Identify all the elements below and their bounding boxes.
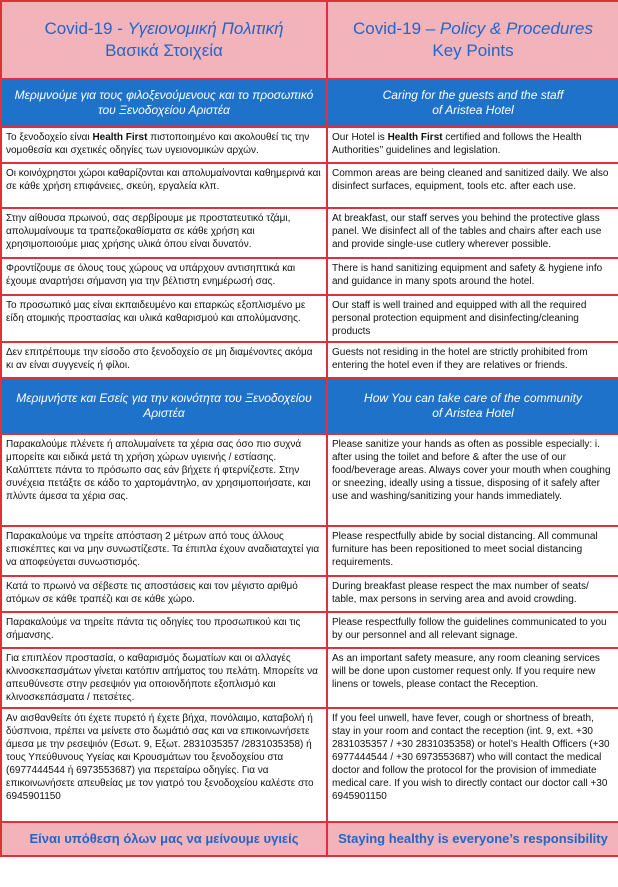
english-text-cell: Please respectfully abide by social distancing. All communal furniture has been repositioned to meet social distancing requirements. xyxy=(327,526,618,576)
english-text-cell: Common areas are being cleaned and sanitized daily. We also disinfect surfaces, equipment, tools etc. after each use. xyxy=(327,163,618,208)
english-text-cell: At breakfast, our staff serves you behind the protective glass panel. We disinfect all of the tables and chairs after each use and provide single-use cutlery wherever possible. xyxy=(327,208,618,258)
greek-text-cell: Παρακαλούμε πλένετε ή απολυμαίνετε τα χέρια σας όσο πιο συχνά μπορείτε και ειδικά μετά τη χρήση χώρων υγιεινής / εστίασης. Καλύπτετε πάντα το πρόσωπο σας εάν βήχετε ή φτερνίζεστε. Στην συνέχεια πετάξτε σε κάδο το χαρτομάντηλο, αν χρησιμοποιήσατε, και πλύντε άμεσα τα χέρια σας. xyxy=(1,434,327,526)
health-first-bold: Health First xyxy=(387,132,443,143)
greek-text-part: Το ξενοδοχείο είναι xyxy=(6,132,93,143)
section1-row xyxy=(1,342,618,378)
section2-row xyxy=(1,526,618,576)
english-subtitle: Key Points xyxy=(432,41,514,60)
greek-subtitle: Βασικά Στοιχεία xyxy=(105,41,223,60)
greek-title-prefix: Covid-19 - xyxy=(44,19,128,38)
title-row xyxy=(1,1,618,79)
section2-english-heading-line2: of Aristea Hotel xyxy=(432,406,514,420)
section1-row xyxy=(1,127,618,163)
english-title-italic: Policy & Procedures xyxy=(439,19,593,38)
greek-text-cell: Παρακαλούμε να τηρείτε πάντα τις οδηγίες του προσωπικού και τις σήμανσης. xyxy=(1,612,327,648)
greek-text-cell: Αν αισθανθείτε ότι έχετε πυρετό ή έχετε βήχα, πονόλαιμο, καταβολή ή δύσπνοια, πρέπει να μείνετε στο δωμάτιό σας και να επικοινωνήσετε άμεσα με την ρεσεψιόν (Εσωτ. 9, Εξωτ. 2831035357 /2831035358) ή τους Υπεύθυνους Υγείας και Κρουσμάτων του ξενοδοχείου στα (6977444544 ή 6973553687) για περεταίρω οδηγίες. Για να επικοινωνήσετε απευθείας με τον γιατρό του ξενοδοχείου καλέστε στο 6945901150 xyxy=(1,708,327,822)
greek-title-italic: Υγειονομική Πολιτική xyxy=(127,19,284,38)
english-text-cell: Please respectfully follow the guidelines communicated to you by our personnel and all relevant signage. xyxy=(327,612,618,648)
greek-text-cell: Το προσωπικό μας είναι εκπαιδευμένο και επαρκώς εξοπλισμένο με είδη ατομικής προστασίας και υλικά καθαρισμού και απολύμανσης. xyxy=(1,295,327,342)
section2-row xyxy=(1,708,618,822)
section1-english-heading-line1: Caring for the guests and the staff xyxy=(382,88,564,102)
english-text-cell: If you feel unwell, have fever, cough or shortness of breath, stay in your room and contact the reception (int. 9, ext. +30 2831035357 / +30 2831035358) or hotel’s Health Officers (+30 6977444544 / +30 6973553687) who will contact the medical doctor and follow the protocol for the provision of immediate medical care. If you wish to directly contact our doctor call +30 6945901150 xyxy=(327,708,618,822)
section1-row xyxy=(1,208,618,258)
english-text-cell: As an important safety measure, any room cleaning services will be done upon customer request only. If you require new linens or towels, please contact the Reception. xyxy=(327,648,618,708)
english-text-cell: Our staff is well trained and equipped with all the required personal protection equipment and disinfecting/cleaning products xyxy=(327,295,618,342)
greek-title-cell xyxy=(1,1,327,79)
section2-row xyxy=(1,434,618,526)
section1-row xyxy=(1,163,618,208)
section1-english-heading-line2: of Aristea Hotel xyxy=(432,103,514,117)
section1-row xyxy=(1,295,618,342)
greek-footer: Είναι υπόθεση όλων μας να μείνουμε υγιείς xyxy=(1,822,327,856)
english-text-part: certified and follows the Health Authorities’’ guidelines and legislation. xyxy=(332,132,582,156)
greek-text-cell: Για επιπλέον προστασία, ο καθαρισμός δωματίων και οι αλλαγές κλινοσκεπασμάτων γίνεται κατόπιν αιτήματος του πελάτη. Μπορείτε να απευθύνεστε στην ρεσεψιόν για οποιονδήποτε εξοπλισμό και κλινοσκεπάσματα / πετσέτες. xyxy=(1,648,327,708)
section2-heading-row xyxy=(1,378,618,434)
health-first-bold: Health First xyxy=(92,132,148,143)
greek-text-cell: Στην αίθουσα πρωινού, σας σερβίρουμε με προστατευτικό τζάμι, απολυμαίνουμε τα τραπεζοκαθίσματα σε κάθε χρήση και χρησιμοποιούμε μιας χρήσης υλικά όπου είναι δυνατόν. xyxy=(1,208,327,258)
greek-text-cell: Φροντίζουμε σε όλους τους χώρους να υπάρχουν αντισηπτικά και έχουμε αναρτήσει σήμανση για την βέλτιστη ενημέρωσή σας. xyxy=(1,258,327,295)
greek-text-cell xyxy=(1,127,327,163)
english-footer: Staying healthy is everyone’s responsibility xyxy=(327,822,618,856)
footer-row xyxy=(1,822,618,856)
english-text-cell: Please sanitize your hands as often as possible especially: i. after using the toilet and before & after the use of our food/beverage areas. Always cover your mouth when coughing or sneezing, ideally using a tissue, disposing of it safely after use and washing/sanitizing your hands immediately. xyxy=(327,434,618,526)
greek-text-cell: Δεν επιτρέπουμε την είσοδο στο ξενοδοχείο σε μη διαμένοντες ακόμα κι αν είναι συγγενείς ή φίλοι. xyxy=(1,342,327,378)
section2-greek-heading: Μεριμνήστε και Εσείς για την κοινότητα του Ξενοδοχείου Αριστέα xyxy=(1,378,327,434)
section2-row xyxy=(1,612,618,648)
english-text-cell: There is hand sanitizing equipment and safety & hygiene info and guidance in many spots around the hotel. xyxy=(327,258,618,295)
english-text-cell: Guests not residing in the hotel are strictly prohibited from entering the hotel even if they are relatives or friends. xyxy=(327,342,618,378)
greek-text-cell: Παρακαλούμε να τηρείτε απόσταση 2 μέτρων από τους άλλους επισκέπτες και να μην συνωστίζεστε. Τα έπιπλα έχουν αναδιαταχτεί για να αποφεύγεται συνωστισμός. xyxy=(1,526,327,576)
english-text-part: Our Hotel is xyxy=(332,132,388,143)
section2-english-heading-line1: How You can take care of the community xyxy=(364,391,582,405)
english-title-prefix: Covid-19 – xyxy=(352,19,440,38)
english-text-cell: During breakfast please respect the max number of seats/ table, max persons in serving area and avoid crowding. xyxy=(327,576,618,612)
english-text-cell xyxy=(327,127,618,163)
section1-row xyxy=(1,258,618,295)
section2-row xyxy=(1,648,618,708)
section1-greek-heading: Μεριμνούμε για τους φιλοξενούμενους και το προσωπικό του Ξενοδοχείου Αριστέα xyxy=(1,79,327,127)
greek-text-cell: Κατά το πρωινό να σέβεστε τις αποστάσεις και τον μέγιστο αριθμό ατόμων σε κάθε τραπέζι και σε κάθε χώρο. xyxy=(1,576,327,612)
greek-text-part: πιστοποιημένο και ακολουθεί τις την νομοθεσία και σχετικές οδηγίες των υγειονομικών αρχών. xyxy=(6,132,310,156)
english-title-cell xyxy=(327,1,618,79)
section2-english-heading xyxy=(327,378,618,434)
section1-english-heading xyxy=(327,79,618,127)
greek-text-cell: Οι κοινόχρηστοι χώροι καθαρίζονται και απολυμαίνονται καθημερινά και σε κάθε χρήση επιφάνειες, σκεύη, εργαλεία κλπ. xyxy=(1,163,327,208)
section2-row xyxy=(1,576,618,612)
section1-heading-row xyxy=(1,79,618,127)
